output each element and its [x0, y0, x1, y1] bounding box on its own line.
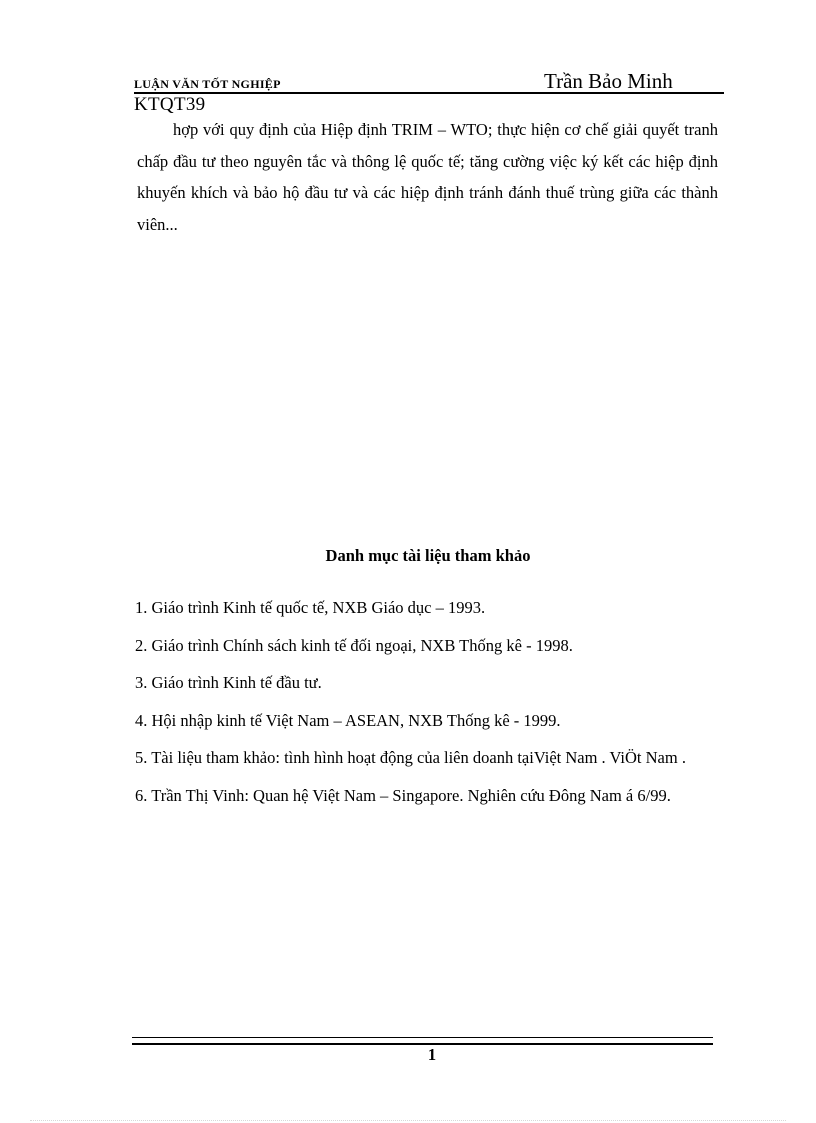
reference-item: 2. Giáo trình Chính sách kinh tế đối ngoại, NXB Thống kê - 1998.	[135, 635, 573, 655]
reference-item: 1. Giáo trình Kinh tế quốc tế, NXB Giáo dục – 1993.	[135, 598, 486, 617]
page-header	[134, 66, 724, 94]
footer-rule	[132, 1037, 713, 1045]
references-list	[135, 592, 718, 817]
body-paragraph: hợp với quy định của Hiệp định TRIM – WTO; thực hiện cơ chế giải quyết tranh chấp đầu tư theo nguyên tắc và thông lệ quốc tế; tăng cường việc ký kết các hiệp định khuyến khích và bảo hộ đầu tư và các hiệp định tránh đánh thuế trùng giữa các thành viên...	[137, 120, 718, 234]
page-edge-divider	[30, 1120, 786, 1121]
header-thesis-label: LUẬN VĂN TỐT NGHIỆP	[134, 77, 281, 91]
page-number: 1	[427, 1045, 437, 1064]
reference-item: 5. Tài liệu tham khảo: tình hình hoạt động của liên doanh tạiViệt Nam . ViÖt Nam .	[135, 748, 686, 767]
header-rule	[134, 92, 724, 94]
reference-item: 4. Hội nhập kinh tế Việt Nam – ASEAN, NXB Thống kê - 1999.	[135, 710, 561, 730]
reference-item: 3. Giáo trình Kinh tế đầu tư.	[135, 673, 322, 692]
reference-item: 6. Trần Thị Vinh: Quan hệ Việt Nam – Singapore. Nghiên cứu Đông Nam á 6/99.	[135, 785, 671, 805]
header-author-name: Trần Bảo Minh	[544, 69, 673, 93]
references-title: Danh mục tài liệu tham khảo	[325, 546, 531, 565]
header-class-code: KTQT39	[134, 94, 206, 115]
